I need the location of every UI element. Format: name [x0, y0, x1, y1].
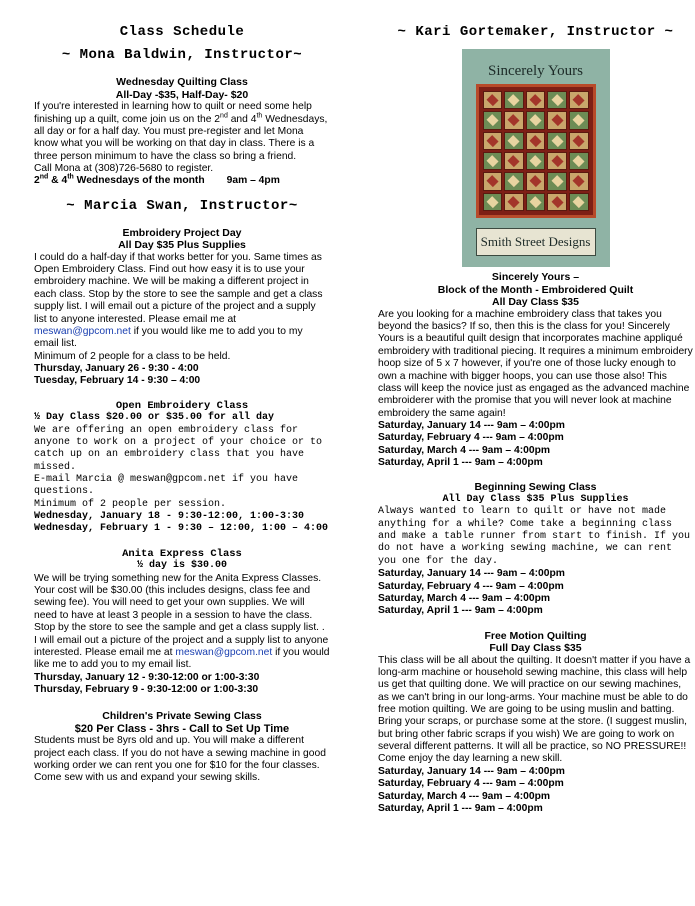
bom-date: Saturday, January 14 --- 9am – 4:00pm — [378, 419, 565, 431]
wednesday-call-line: Call Mona at (308)726-5680 to register. — [34, 162, 214, 174]
email-link[interactable]: meswan@gpcom.net — [34, 325, 131, 337]
free-motion-title: Free Motion Quilting — [484, 629, 587, 642]
left-column — [34, 0, 330, 785]
bom-price: All Day Class $35 — [492, 296, 579, 309]
embroidery-project-section — [34, 227, 330, 388]
embroidery-project-price: All Day $35 Plus Supplies — [118, 239, 246, 252]
anita-express-date: Thursday, January 12 - 9:30-12:00 or 1:00-3:30 — [34, 671, 260, 683]
beginning-date: Saturday, January 14 --- 9am – 4:00pm — [378, 568, 565, 580]
page-title: Class Schedule — [119, 24, 245, 40]
beginning-date: Saturday, February 4 --- 9am – 4:00pm — [378, 580, 564, 592]
free-motion-price: Full Day Class $35 — [489, 642, 582, 655]
children-class-title: Children's Private Sewing Class — [102, 710, 262, 723]
beginning-date: Saturday, March 4 --- 9am – 4:00pm — [378, 592, 551, 604]
open-embroidery-date: Wednesday, February 1 - 9:30 – 12:00, 1:00 – 4:00 — [34, 523, 329, 535]
open-embroidery-email: E-mail Marcia @ meswan@gpcom.net if you have questions. — [34, 473, 299, 498]
free-motion-date: Saturday, March 4 --- 9am – 4:00pm — [378, 790, 551, 802]
anita-express-title: Anita Express Class — [122, 547, 242, 560]
children-class-price: $20 Per Class - 3hrs - Call to Set Up Time — [74, 722, 290, 735]
bom-date: Saturday, February 4 --- 9am – 4:00pm — [378, 432, 564, 444]
mona-instructor-header: ~ Mona Baldwin, Instructor~ — [61, 47, 303, 63]
free-motion-date: Saturday, January 14 --- 9am – 4:00pm — [378, 765, 565, 777]
kari-instructor-header: ~ Kari Gortemaker, Instructor ~ — [397, 24, 674, 40]
bom-date: Saturday, April 1 --- 9am – 4:00pm — [378, 456, 543, 468]
wednesday-time: 9am – 4pm — [226, 175, 280, 187]
free-motion-date: Saturday, February 4 --- 9am – 4:00pm — [378, 778, 564, 790]
wednesday-schedule: 2nd & 4th Wednesdays of the month 9am – 4pm — [34, 173, 280, 187]
book-cover-image — [462, 49, 610, 267]
beginning-title: Beginning Sewing Class — [474, 481, 597, 494]
book-cover-title: Sincerely Yours — [487, 63, 583, 79]
open-embroidery-title: Open Embroidery Class — [115, 399, 249, 412]
children-class-description: Students must be 8yrs old and up. You will make a different project each class. If you do not have a sewing machine in good working order we can rent you one for $10 for the four classes. Come sew with us and expand your sewing skills. — [34, 735, 326, 784]
right-column — [378, 0, 693, 815]
embroidery-project-date: Thursday, January 26 - 9:30 - 4:00 — [34, 362, 199, 374]
beginning-date: Saturday, April 1 --- 9am – 4:00pm — [378, 605, 543, 617]
open-embroidery-date: Wednesday, January 18 - 9:30-12:00, 1:00-3:30 — [34, 510, 305, 522]
email-link[interactable]: meswan@gpcom.net — [175, 646, 273, 658]
open-embroidery-section — [34, 400, 330, 536]
book-publisher-label: Smith Street Designs — [476, 228, 596, 256]
bom-date: Saturday, March 4 --- 9am – 4:00pm — [378, 444, 551, 456]
wednesday-quilting-section — [34, 76, 330, 188]
wednesday-class-description: If you're interested in learning how to quilt or need some help finishing up a quilt, come join us on the 2nd and 4th Wednesdays, all day or for a half day. You must pre-register and let Mona know what you will be working on that day in class. There is a three person minimum to have the class so bring a friend. — [34, 101, 328, 162]
marcia-instructor-header: ~ Marcia Swan, Instructor~ — [66, 197, 298, 214]
open-embroidery-price: ½ Day Class $20.00 or $35.00 for all day — [34, 412, 275, 424]
wednesday-class-price: All-Day -$35, Half-Day- $20 — [115, 88, 249, 101]
free-motion-date: Saturday, April 1 --- 9am – 4:00pm — [378, 802, 543, 814]
beginning-sewing-section — [378, 481, 693, 617]
embroidery-project-title: Embroidery Project Day — [122, 226, 242, 239]
beginning-description: Always wanted to learn to quilt or have not made anything for a while? Come take a beginning class and make a table runner from start to finish. If you do not have a working sewing machine, we can rent you one for the day. — [378, 506, 691, 567]
anita-express-description: We will be trying something new for the Anita Express Classes. Your cost will be $30.00 (this includes designs, class fee and sewing fee). You will need to get your own supplies. We will need to have at least 3 people in a session to have the class. Stop by the store to see the sample and get a class supply list. . I will email out a picture of the project and a supply list to anyone interested. Please email me at meswan@gpcom.net if you would like me to add you to my email list. — [34, 572, 330, 671]
block-of-month-section — [378, 271, 693, 469]
anita-express-date: Thursday, February 9 - 9:30-12:00 or 1:00-3:30 — [34, 683, 259, 695]
free-motion-description: This class will be all about the quilting. It doesn't matter if you have a long-arm machine or household sewing machine, this class will help us get that quilting done. We will practice on our sewing machines, as we can't bring in our long-arms. Your machine must be able to do free motion quilting. We are going to be using muslin and batting. Bring your scraps, or purchase some at the store. (I suggest muslin, but bring other fabric scraps if you wish) We are going to work on several different patterns. It will all be practice, so NO PRESSURE!! Come enjoy the day learning a new skill. — [378, 654, 691, 765]
children-sewing-section — [34, 710, 330, 785]
beginning-price: All Day Class $35 Plus Supplies — [442, 493, 629, 505]
bom-title-line2: Block of the Month - Embroidered Quilt — [437, 283, 634, 296]
bom-title-line1: Sincerely Yours – — [491, 271, 580, 283]
open-embroidery-minimum: Minimum of 2 people per session. — [34, 498, 227, 510]
free-motion-section — [378, 630, 693, 816]
open-embroidery-description: We are offering an open embroidery class for anyone to work on a project of your choice or to catch up on an embroidery class that you have missed. — [34, 424, 323, 473]
embroidery-project-description: I could do a half-day if that works better for you. Same times as Open Embroidery Class. Find out how easy it is to use your embroidery machine. We will be making a different project in each class. Stop by the store to see the sample and get a class supply list. I will email out a picture of the project and a supply list to anyone interested. Please email me at meswan@gpcom.net if you would like me to add you to my email list. — [34, 251, 323, 350]
embroidery-project-minimum: Minimum of 2 people for a class to be held. — [34, 350, 231, 362]
anita-express-price: ½ day is $30.00 — [136, 560, 227, 572]
embroidery-project-date: Tuesday, February 14 - 9:30 – 4:00 — [34, 375, 201, 387]
bom-description: Are you looking for a machine embroidery class that takes you beyond the basics? If so, then this is the class for you! Sincerely Yours is a beautiful quilt design that incorporates machine appliqué embroidery with traditional piecing. It requires a minimum embroidery hoop size of 5 x 7 however, if you're one of those lucky enough to own a machine with bigger hoops, you can use those also! This class will keep the novice just as engaged as the advanced machine embroiderer with the promise that you will never look at machine embroidery the same again! — [378, 308, 693, 419]
anita-express-section — [34, 548, 330, 697]
quilt-image — [476, 84, 596, 218]
wednesday-class-title: Wednesday Quilting Class — [116, 76, 248, 88]
